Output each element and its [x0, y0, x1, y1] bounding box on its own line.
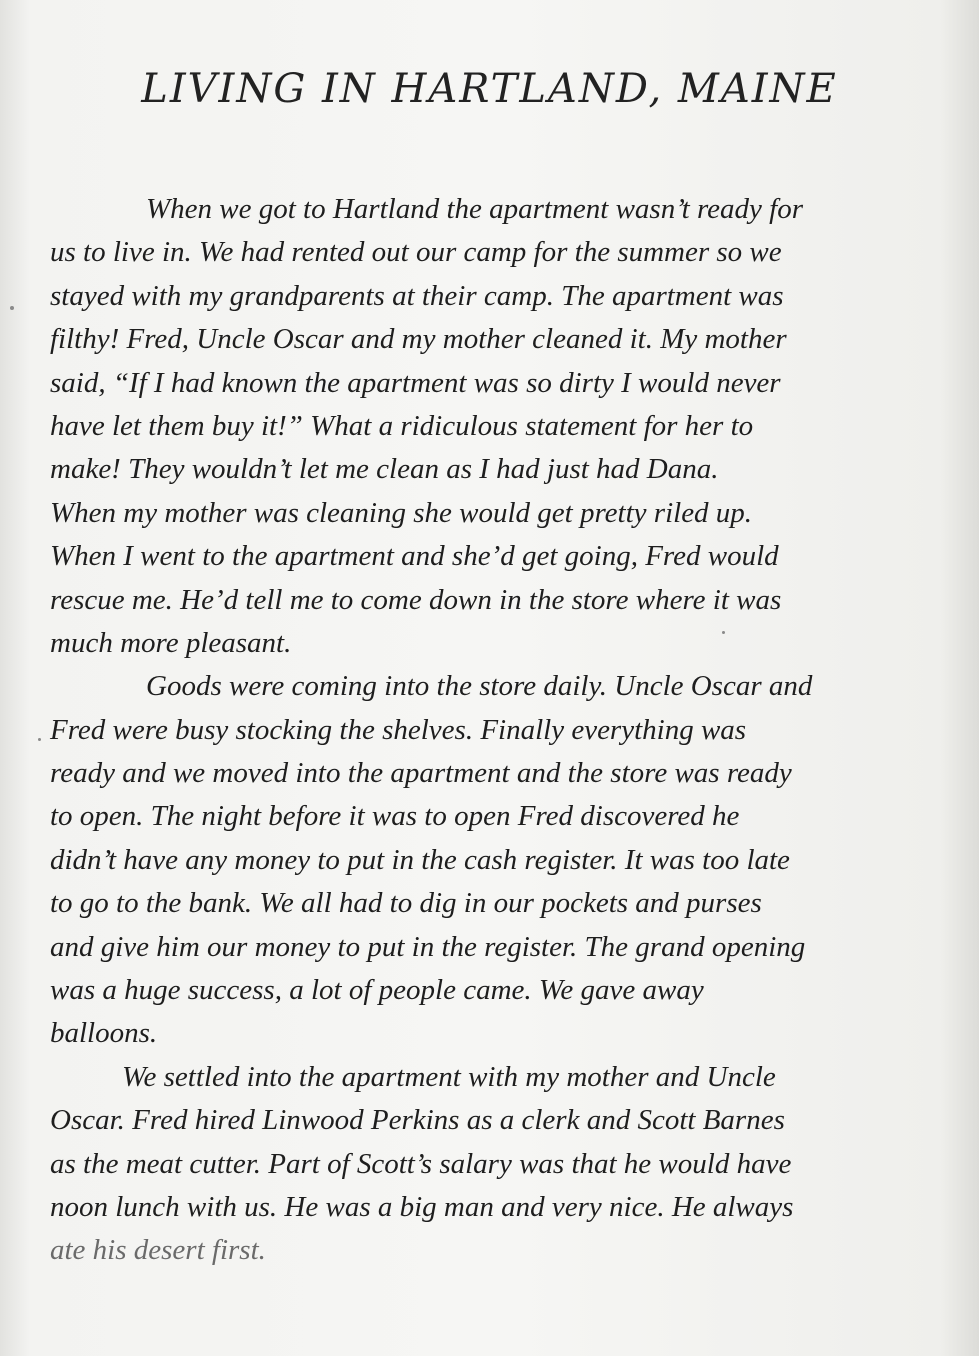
text-line: Oscar. Fred hired Linwood Perkins as a clerk and Scott Barnes [50, 1104, 785, 1137]
paragraph-3 [50, 1056, 950, 1273]
text-line: ready and we moved into the apartment and the store was ready [50, 757, 792, 790]
scan-speck [722, 631, 725, 634]
paragraph-2 [50, 665, 950, 1056]
scan-speck [38, 738, 41, 741]
text-line: stayed with my grandparents at their camp. The apartment was [50, 279, 784, 312]
text-line: much more pleasant. [50, 626, 292, 659]
text-line: make! They wouldn’t let me clean as I had just had Dana. [50, 453, 719, 486]
text-line: When my mother was cleaning she would get pretty riled up. [50, 496, 753, 529]
body-text [50, 188, 950, 1273]
text-line: us to live in. We had rented out our camp for the summer so we [50, 236, 782, 269]
text-line: When I went to the apartment and she’d get going, Fred would [50, 540, 779, 573]
text-line: have let them buy it!” What a ridiculous statement for her to [50, 409, 754, 442]
page-title: LIVING IN HARTLAND, MAINE [141, 66, 838, 112]
scan-speck [10, 306, 14, 310]
text-line: was a huge success, a lot of people came. We gave away [50, 974, 704, 1007]
text-line: said, “If I had known the apartment was so dirty I would never [50, 366, 781, 399]
text-line: When we got to Hartland the apartment wasn’t ready for [146, 193, 804, 225]
text-line: Fred were busy stocking the shelves. Finally everything was [50, 713, 747, 746]
text-line: balloons. [50, 1017, 158, 1050]
text-line: to go to the bank. We all had to dig in our pockets and purses [50, 887, 762, 920]
text-line: We settled into the apartment with my mother and Uncle [122, 1060, 776, 1093]
text-line: noon lunch with us. He was a big man and very nice. He always [50, 1190, 794, 1223]
text-line: Goods were coming into the store daily. Uncle Oscar and [146, 670, 813, 703]
text-line: rescue me. He’d tell me to come down in the store where it was [50, 583, 782, 616]
text-line: didn’t have any money to put in the cash register. It was too late [50, 843, 790, 876]
text-line: and give him our money to put in the register. The grand opening [50, 930, 806, 963]
text-line: as the meat cutter. Part of Scott’s salary was that he would have [50, 1147, 792, 1180]
text-line: to open. The night before it was to open Fred discovered he [50, 800, 740, 833]
paragraph-1 [50, 188, 950, 665]
text-line: ate his desert first. [50, 1234, 266, 1267]
text-line: filthy! Fred, Uncle Oscar and my mother cleaned it. My mother [50, 323, 787, 356]
